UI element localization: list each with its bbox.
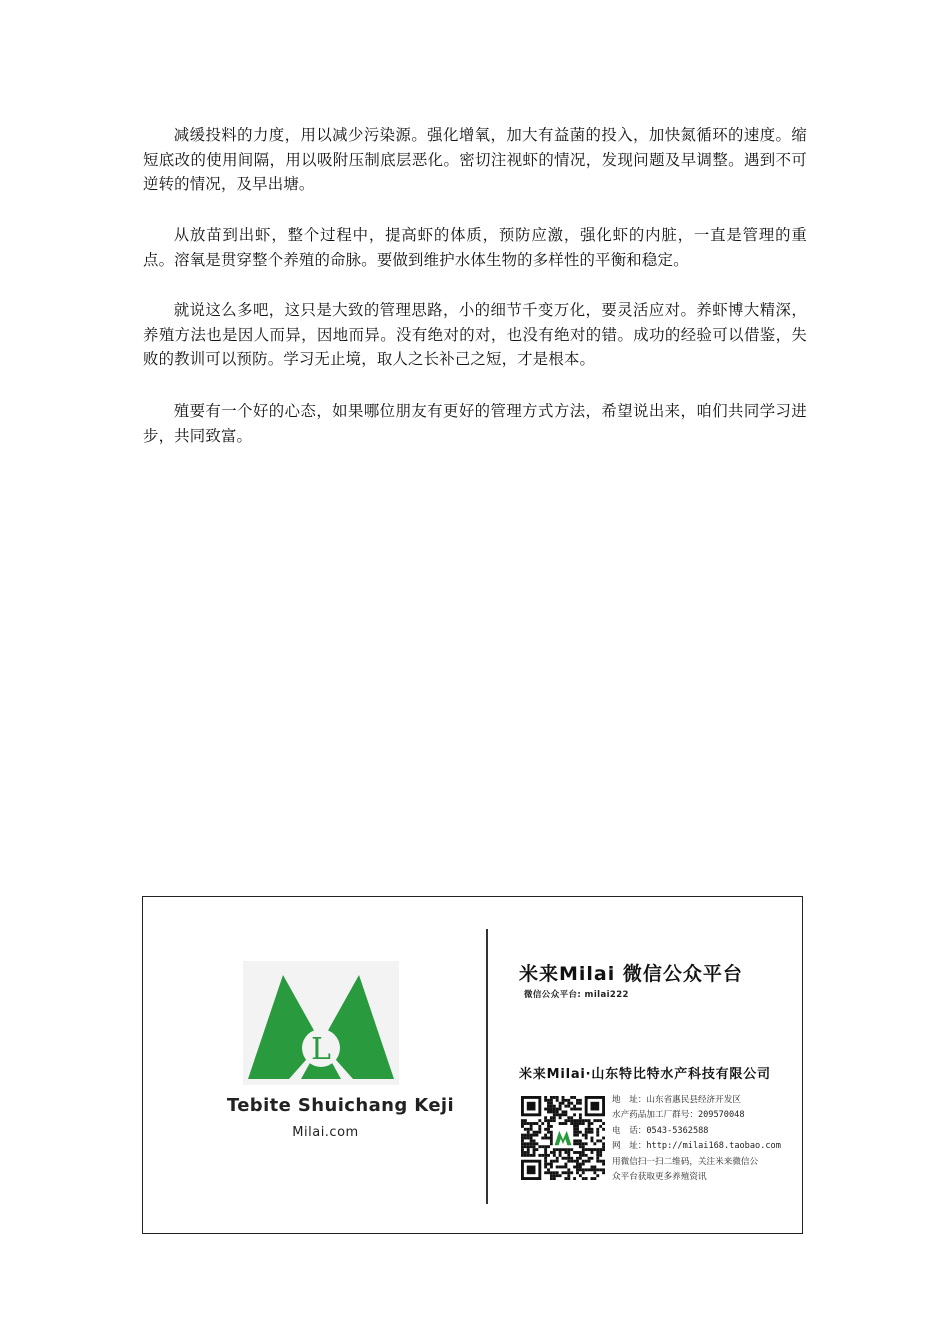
paragraph-1: 减缓投料的力度，用以减少污染源。强化增氧，加大有益菌的投入，加快氮循环的速度。缩短底改的使用间隔，用以吸附压制底层恶化。密切注视虾的情况，发现问题及早调整。遇到不可逆转的情况，及早出塘。: [143, 126, 807, 193]
paragraph-3: 就说这么多吧，这只是大致的管理思路，小的细节千变万化，要灵活应对。养虾博大精深，养殖方法也是因人而异，因地而异。没有绝对的对，也没有绝对的错。成功的经验可以借鉴，失败的教训可以预防。学习无止境，取人之长补己之短，才是根本。: [143, 301, 807, 368]
paragraph-2: 从放苗到出虾，整个过程中，提高虾的体质，预防应激，强化虾的内脏，一直是管理的重点。溶氧是贯穿整个养殖的命脉。要做到维护水体生物的多样性的平衡和稳定。: [143, 226, 807, 269]
card-divider: [486, 929, 488, 1204]
address-line: 地 址：山东省惠民县经济开发区: [612, 1095, 741, 1105]
logo-letter: L: [311, 1032, 331, 1067]
business-card: [142, 896, 803, 1234]
qr-code-icon: [521, 1096, 605, 1180]
brand-site: Milai.com: [292, 1125, 359, 1140]
contact-info: [612, 1093, 802, 1185]
paragraph-4: 殖要有一个好的心态，如果哪位朋友有更好的管理方式方法，希望说出来，咱们共同学习进步，共同致富。: [143, 402, 807, 445]
wechat-title: 米来Milai 微信公众平台: [519, 963, 743, 985]
group-line: 水产药品加工厂群号：209570048: [612, 1110, 745, 1121]
wechat-account: 微信公众平台: milai222: [524, 990, 629, 1000]
scan-hint-line-1: 用微信扫一扫二维码，关注米来微信公: [612, 1156, 759, 1167]
phone-line: 电 话：0543-5362588: [612, 1125, 709, 1136]
milai-logo-icon: [243, 961, 399, 1085]
brand-name: Tebite Shuichang Keji: [226, 1095, 455, 1116]
scan-hint-line-2: 众平台获取更多养殖资讯: [612, 1172, 707, 1183]
company-name: 米来Milai·山东特比特水产科技有限公司: [519, 1067, 771, 1082]
website-line: 网 址：http://milai168.taobao.com: [612, 1141, 781, 1152]
